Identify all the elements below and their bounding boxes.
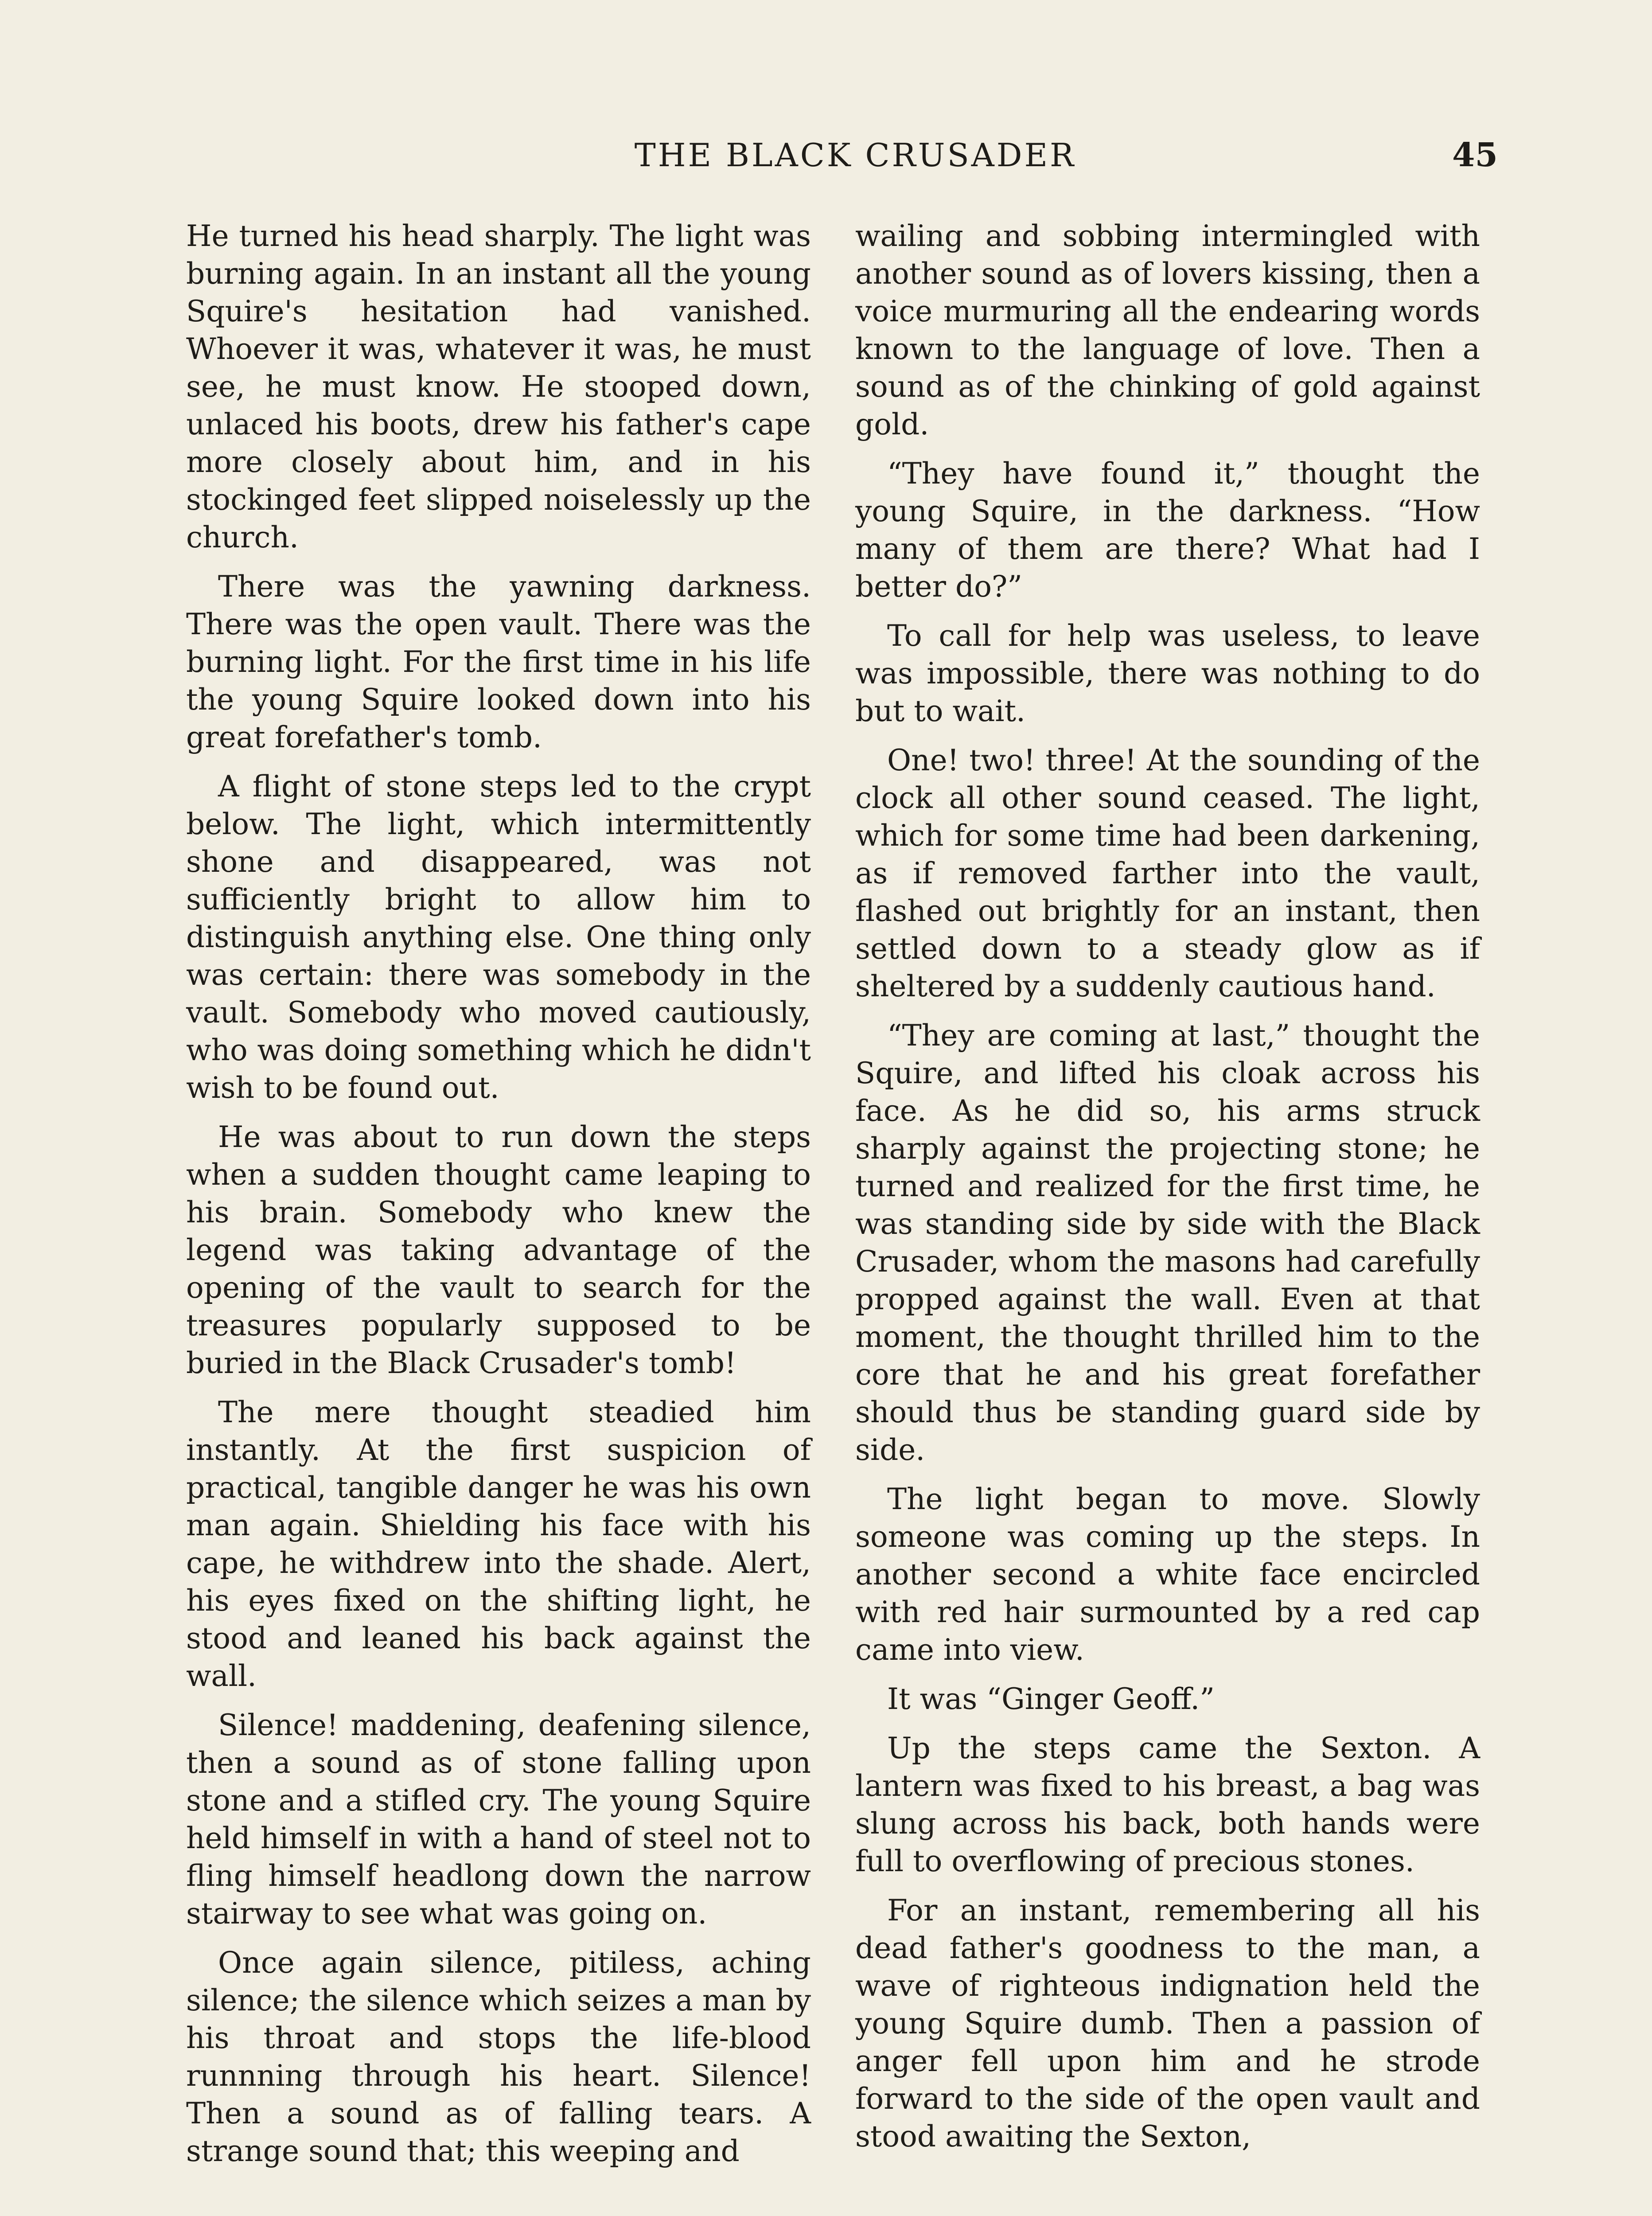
running-title: THE BLACK CRUSADER	[634, 137, 1076, 174]
paragraph: One! two! three! At the sounding of the clock all other sound ceased. The light, which for some time had been darkening, as if removed farther into the vault, flashed out brightly for an instant, then settled down to a steady glow as if sheltered by a suddenly cautious hand.	[855, 743, 1480, 1003]
paragraph: For an instant, remembering all his dead father's goodness to the man, a wave of righteous indignation held the young Squire dumb. Then a passion of anger fell upon him and he strode forward to the side of the open vault and stood awaiting the Sexton,	[855, 1893, 1480, 2154]
paragraph: Silence! maddening, deafening silence, then a sound as of stone falling upon stone and a stifled cry. The young Squire held himself in with a hand of steel not to fling himself headlong down the narrow stairway to see what was going on.	[186, 1708, 811, 1931]
page-number: 45	[1452, 136, 1498, 174]
paragraph: “They are coming at last,” thought the Squire, and lifted his cloak across his face. As he did so, his arms struck sharply against the projecting stone; he turned and realized for the first time, he was standing side by side with the Black Crusader, whom the masons had carefully propped against the wall. Even at that moment, the thought thrilled him to the core that he and his great forefather should thus be standing guard side by side.	[855, 1018, 1480, 1467]
paragraph: He was about to run down the steps when a sudden thought came leaping to his brain. Somebody who knew the legend was taking advantage of the opening of the vault to search for the treasures popularly supposed to be buried in the Black Crusader's tomb!	[186, 1120, 811, 1380]
paragraph: There was the yawning darkness. There was the open vault. There was the burning light. For the first time in his life the young Squire looked down into his great forefather's tomb.	[186, 570, 811, 754]
paragraph: wailing and sobbing intermingled with another sound as of lovers kissing, then a voice murmuring all the endearing words known to the language of love. Then a sound as of the chinking of gold against gold.	[855, 219, 1480, 441]
paragraph: “They have found it,” thought the young Squire, in the darkness. “How many of them are there? What had I better do?”	[855, 456, 1480, 604]
paragraph: A flight of stone steps led to the crypt below. The light, which intermittently shone and disappeared, was not sufficiently bright to allow him to distinguish anything else. One thing only was certain: there was somebody in the vault. Somebody who moved cautiously, who was doing something which he didn't wish to be found out.	[186, 769, 811, 1105]
paragraph: The mere thought steadied him instantly. At the first suspicion of practical, tangible danger he was his own man again. Shielding his face with his cape, he withdrew into the shade. Alert, his eyes fixed on the shifting light, he stood and leaned his back against the wall.	[186, 1395, 811, 1693]
paragraph: Up the steps came the Sexton. A lantern was fixed to his breast, a bag was slung across his back, both hands were full to overflowing of precious stones.	[855, 1731, 1480, 1878]
paragraph: It was “Ginger Geoff.”	[887, 1682, 1215, 1716]
paragraph: He turned his head sharply. The light was burning again. In an instant all the young Squire's hesitation had vanished. Whoever it was, whatever it was, he must see, he must know. He stooped down, unlaced his boots, drew his father's cape more closely about him, and in his stockinged feet slipped noiselessly up the church.	[186, 219, 811, 554]
paragraph: To call for help was useless, to leave was impossible, there was nothing to do but to wait.	[855, 619, 1480, 728]
paragraph: The light began to move. Slowly someone was coming up the steps. In another second a white face encircled with red hair surmounted by a red cap came into view.	[855, 1482, 1480, 1667]
left-text-column	[186, 217, 811, 2181]
right-text-column	[855, 217, 1480, 2167]
page-header	[213, 133, 1498, 177]
paragraph: Once again silence, pitiless, aching silence; the silence which seizes a man by his throat and stops the life-blood runnning through his heart. Silence! Then a sound as of falling tears. A strange sound that; this weeping and	[186, 1946, 811, 2168]
